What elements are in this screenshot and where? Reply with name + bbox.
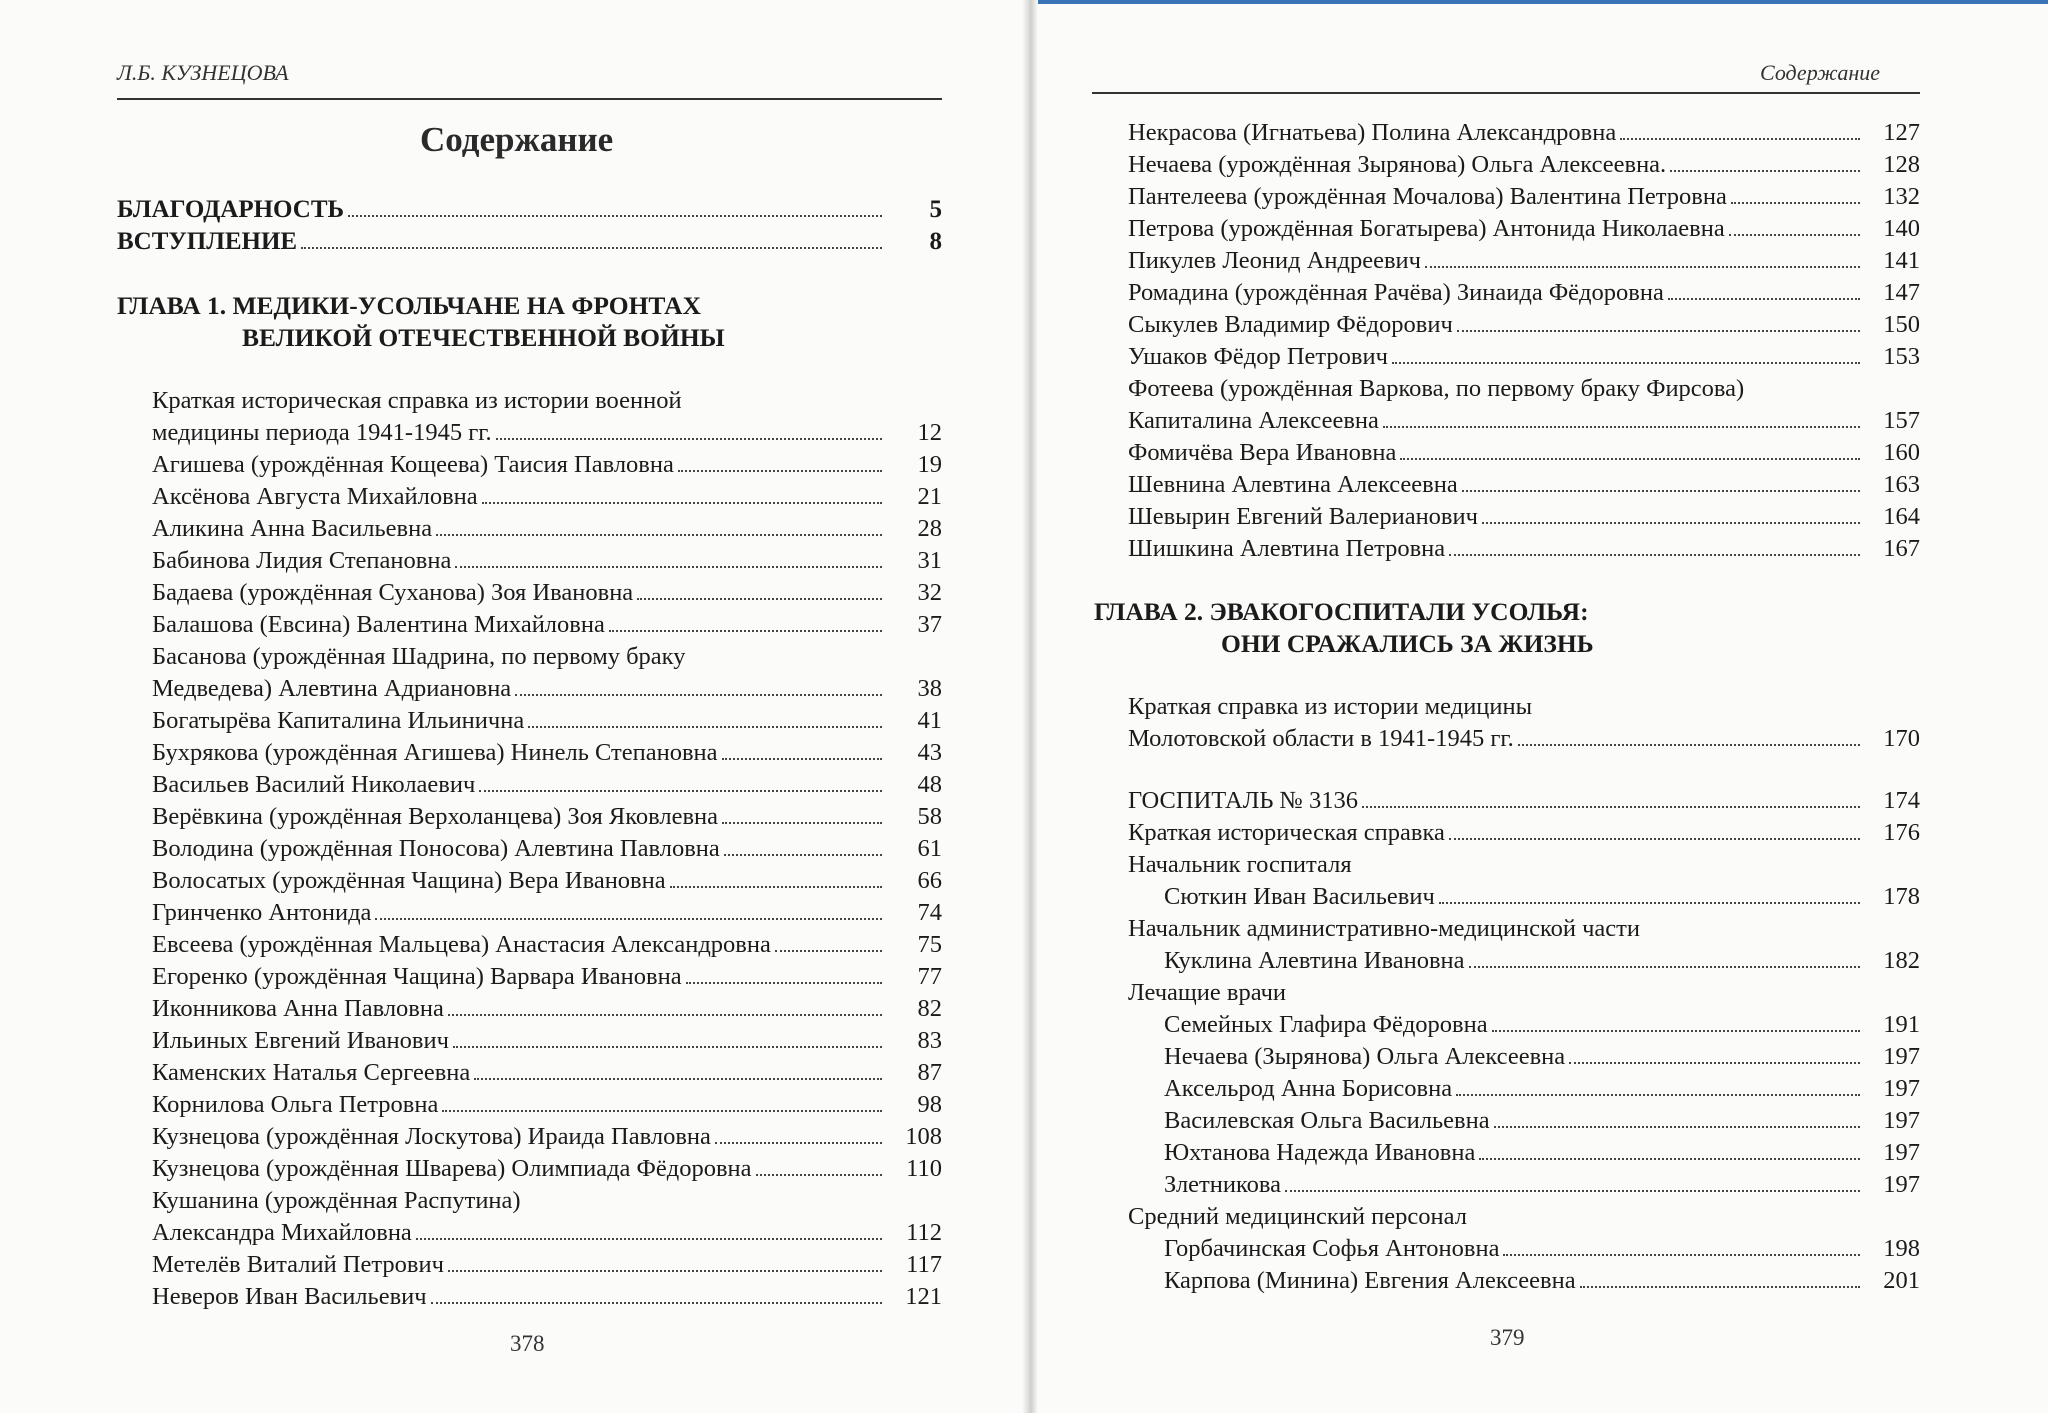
toc-entry[interactable]	[152, 1217, 942, 1249]
toc-entry[interactable]	[152, 545, 942, 577]
chapter-1-heading	[117, 290, 725, 354]
dot-leader	[1400, 437, 1860, 460]
toc-entry[interactable]	[1128, 785, 1920, 817]
chapter-2-line1: ГЛАВА 2. ЭВАКОГОСПИТАЛИ УСОЛЬЯ:	[1094, 597, 1589, 626]
dot-leader	[1668, 277, 1860, 300]
toc-entry-title: Верёвкина (урождённая Верхоланцева) Зоя Яковлевна	[152, 803, 719, 830]
toc-entry[interactable]	[1128, 373, 1920, 405]
dot-leader	[1439, 881, 1860, 904]
toc-entry-title: Бадаева (урождённая Суханова) Зоя Ивановна	[152, 579, 634, 606]
toc-entry[interactable]	[1128, 533, 1920, 565]
toc-entry[interactable]	[152, 705, 942, 737]
toc-entry[interactable]	[1128, 245, 1920, 277]
dot-leader	[1620, 117, 1860, 140]
toc-entry-page	[1864, 849, 1920, 881]
toc-entry-page: 157	[1883, 407, 1920, 434]
toc-entry-title: Ушаков Фёдор Петрович	[1128, 343, 1388, 370]
toc-entry-title: Пантелеева (урождённая Мочалова) Валентина Петровна	[1128, 183, 1727, 210]
toc-entry-page: 38	[917, 675, 942, 702]
toc-entry[interactable]	[1128, 1233, 1920, 1265]
toc-entry-title: Бухрякова (урождённая Агишева) Нинель Степановна	[152, 739, 718, 766]
toc-entry-title: Басанова (урождённая Шадрина, по первому браку	[152, 643, 686, 670]
dot-leader	[1580, 1265, 1860, 1288]
toc-entry[interactable]	[152, 577, 942, 609]
toc-entry-title: Неверов Иван Васильевич	[152, 1283, 427, 1310]
toc-entry[interactable]	[1128, 309, 1920, 341]
toc-entry[interactable]	[1128, 817, 1920, 849]
toc-entry-page: 98	[917, 1091, 942, 1118]
dot-leader	[1383, 405, 1860, 428]
toc-entry-page: 182	[1883, 947, 1920, 974]
toc-entry[interactable]	[152, 449, 942, 481]
toc-entry[interactable]	[152, 385, 942, 417]
toc-entry[interactable]	[152, 1281, 942, 1313]
dot-leader	[1731, 181, 1860, 204]
chapter-1-line2: ВЕЛИКОЙ ОТЕЧЕСТВЕННОЙ ВОЙНЫ	[242, 323, 725, 352]
toc-entry[interactable]	[152, 1089, 942, 1121]
dot-leader	[609, 609, 882, 632]
toc-entry-page: 191	[1883, 1011, 1920, 1038]
toc-entry-page: 132	[1883, 183, 1920, 210]
dot-leader	[1290, 977, 1860, 1000]
toc-entry-title: Начальник госпиталя	[1128, 851, 1352, 878]
toc-entry-page: 167	[1883, 535, 1920, 562]
toc-entry-page: 77	[917, 963, 942, 990]
toc-entry-title: Евсеева (урождённая Мальцева) Анастасия Александровна	[152, 931, 771, 958]
toc-entry-title: Корнилова Ольга Петровна	[152, 1091, 439, 1118]
toc-entry[interactable]	[1128, 691, 1920, 723]
toc-entry[interactable]	[1128, 1265, 1920, 1297]
toc-entry-title: Краткая историческая справка из истории военной	[152, 387, 682, 414]
toc-top-entries	[117, 194, 942, 258]
toc-entry[interactable]: БЛАГОДАРНОСТЬ 5	[117, 196, 942, 223]
dot-leader	[715, 1121, 882, 1144]
toc-entry-title: Каменских Наталья Сергеевна	[152, 1059, 471, 1086]
toc-entry-page: 12	[917, 419, 942, 446]
toc-entry-title: Аксельрод Анна Борисовна	[1164, 1075, 1453, 1102]
dot-leader	[775, 929, 882, 952]
toc-entry[interactable]	[1128, 1009, 1920, 1041]
toc-entry[interactable]	[1128, 1073, 1920, 1105]
toc-entry-title: Кузнецова (урождённая Шварева) Олимпиада Фёдоровна	[152, 1155, 752, 1182]
toc-entry-page	[1864, 373, 1920, 405]
toc-entry[interactable]	[152, 1025, 942, 1057]
toc-entry-title: медицины периода 1941-1945 гг.	[152, 419, 492, 446]
toc-entry[interactable]	[152, 513, 942, 545]
toc-entry-title: Злетникова	[1164, 1171, 1282, 1198]
dot-leader	[431, 1281, 882, 1304]
toc-entry-title: Агишева (урождённая Кощеева) Таисия Павловна	[152, 451, 674, 478]
toc-entry-title: Богатырёва Капиталина Ильинична	[152, 707, 525, 734]
dot-leader	[1494, 1105, 1860, 1128]
toc-entry-page: 48	[917, 771, 942, 798]
toc-entry-page: 197	[1883, 1075, 1920, 1102]
toc-entry[interactable]	[1128, 149, 1920, 181]
toc-entry-page: 61	[917, 835, 942, 862]
toc-entry-title: Егоренко (урождённая Чащина) Варвара Ивановна	[152, 963, 682, 990]
dot-leader	[474, 1057, 882, 1080]
toc-entry-page: 75	[917, 931, 942, 958]
toc-entry-title: Фотеева (урождённая Варкова, по первому браку Фирсова)	[1128, 375, 1745, 402]
toc-entry[interactable]	[1128, 181, 1920, 213]
running-header-author: Л.Б. КУЗНЕЦОВА	[117, 60, 289, 85]
toc-entry-title: Краткая справка из истории медицины	[1128, 693, 1533, 720]
toc-entry-title: Ромадина (урождённая Рачёва) Зинаида Фёдоровна	[1128, 279, 1664, 306]
toc-continued-list	[1128, 117, 1920, 565]
toc-entry[interactable]	[1128, 977, 1920, 1009]
dot-leader	[678, 449, 882, 472]
toc-entry-page	[1864, 1201, 1920, 1233]
toc-entry-title: Сюткин Иван Васильевич	[1164, 883, 1435, 910]
dot-leader	[375, 897, 882, 920]
toc-entry-page: 87	[917, 1059, 942, 1086]
dot-leader	[1456, 1073, 1860, 1096]
toc-entry-page: 197	[1883, 1043, 1920, 1070]
toc-entry-page: 74	[917, 899, 942, 926]
toc-entry-title: Некрасова (Игнатьева) Полина Александровна	[1128, 119, 1617, 146]
toc-entry-title: Шевырин Евгений Валерианович	[1128, 503, 1478, 530]
toc-entry-title: Сыкулев Владимир Фёдорович	[1128, 311, 1453, 338]
toc-entry-title: Васильев Василий Николаевич	[152, 771, 476, 798]
toc-entry-page: 141	[1883, 247, 1920, 274]
toc-entry-page: 176	[1883, 819, 1920, 846]
toc-hospital-list	[1128, 785, 1920, 1297]
dot-leader	[1492, 1009, 1860, 1032]
toc-entry[interactable]	[1128, 341, 1920, 373]
toc-entry-page: 41	[917, 707, 942, 734]
dot-leader	[686, 961, 882, 984]
toc-entry-page	[1864, 913, 1920, 945]
toc-chapter-2-intro	[1128, 691, 1920, 755]
dot-leader	[496, 417, 882, 440]
toc-entry[interactable]	[152, 609, 942, 641]
dot-leader	[722, 801, 882, 824]
toc-entry-title: Аксёнова Августа Михайловна	[152, 483, 478, 510]
dot-leader	[1670, 149, 1860, 172]
toc-entry-page: 31	[917, 547, 942, 574]
dot-leader	[670, 865, 882, 888]
top-edge-band	[1032, 0, 2048, 4]
dot-leader	[1356, 849, 1860, 872]
dot-leader	[448, 1249, 882, 1272]
toc-entry-page: 197	[1883, 1171, 1920, 1198]
toc-entry-page	[1864, 977, 1920, 1009]
toc-entry-page: 174	[1883, 787, 1920, 814]
toc-entry-title: Краткая историческая справка	[1128, 819, 1445, 846]
toc-entry[interactable]	[1128, 213, 1920, 245]
dot-leader	[1569, 1041, 1860, 1064]
toc-entry-title: Гринченко Антонида	[152, 899, 372, 926]
toc-entry-title: Балашова (Евсина) Валентина Михайловна	[152, 611, 605, 638]
toc-entry-page: 178	[1883, 883, 1920, 910]
toc-entry-page: 117	[906, 1251, 942, 1278]
toc-entry-title: Кузнецова (урождённая Лоскутова) Ираида Павловна	[152, 1123, 711, 1150]
toc-entry[interactable]	[1128, 1137, 1920, 1169]
dot-leader	[1425, 245, 1860, 268]
toc-entry[interactable]	[1128, 1105, 1920, 1137]
toc-entry[interactable]	[152, 641, 942, 673]
toc-entry-title: Семейных Глафира Фёдоровна	[1164, 1011, 1488, 1038]
dot-leader	[1449, 533, 1860, 556]
toc-entry-page	[1864, 691, 1920, 723]
toc-entry-page: 58	[917, 803, 942, 830]
dot-leader	[1457, 309, 1860, 332]
dot-leader	[442, 1089, 882, 1112]
toc-entry-title: Шишкина Алевтина Петровна	[1128, 535, 1446, 562]
toc-entry-page: 21	[917, 483, 942, 510]
toc-entry-page: 147	[1883, 279, 1920, 306]
toc-entry[interactable]	[152, 897, 942, 929]
dot-leader	[1748, 373, 1860, 396]
toc-entry-title: Бабинова Лидия Степановна	[152, 547, 452, 574]
toc-entry[interactable]	[152, 801, 942, 833]
toc-entry-page: 43	[917, 739, 942, 766]
toc-entry[interactable]	[1128, 945, 1920, 977]
dot-leader	[436, 513, 882, 536]
dot-leader	[453, 1025, 882, 1048]
toc-entry[interactable]	[152, 993, 942, 1025]
dot-leader	[756, 1153, 882, 1176]
toc-entry-title: Володина (урождённая Поносова) Алевтина Павловна	[152, 835, 720, 862]
toc-entry[interactable]	[1128, 437, 1920, 469]
header-rule-right	[1092, 92, 1920, 94]
toc-entry-title: Метелёв Виталий Петрович	[152, 1251, 444, 1278]
toc-entry[interactable]	[1128, 913, 1920, 945]
toc-entry-page: 201	[1883, 1267, 1920, 1294]
book-gutter	[1022, 0, 1038, 1413]
toc-entry[interactable]	[1128, 1041, 1920, 1073]
dot-leader	[515, 673, 882, 696]
toc-entry-page: 140	[1883, 215, 1920, 242]
toc-entry-title: Шевнина Алевтина Алексеевна	[1128, 471, 1458, 498]
page-number-left: 378	[510, 1331, 545, 1356]
toc-entry-page	[886, 1185, 942, 1217]
toc-entry-title: Аликина Анна Васильевна	[152, 515, 433, 542]
toc-entry-title: Медведева) Алевтина Адриановна	[152, 675, 512, 702]
dot-leader	[1518, 723, 1860, 746]
toc-entry-title: Куклина Алевтина Ивановна	[1164, 947, 1465, 974]
toc-entry-title: Фомичёва Вера Ивановна	[1128, 439, 1397, 466]
toc-entry-page	[886, 385, 942, 417]
toc-entry-page: 128	[1883, 151, 1920, 178]
toc-entry-page: 110	[906, 1155, 942, 1182]
toc-entry-page: 197	[1883, 1107, 1920, 1134]
toc-entry-title: Петрова (урождённая Богатырева) Антонида Николаевна	[1128, 215, 1725, 242]
dot-leader	[479, 769, 882, 792]
toc-entry-page: 170	[1883, 725, 1920, 752]
toc-entry-page: 37	[917, 611, 942, 638]
toc-entry[interactable]	[152, 865, 942, 897]
toc-entry-page: 153	[1883, 343, 1920, 370]
dot-leader	[1482, 501, 1860, 524]
dot-leader	[1536, 691, 1860, 714]
toc-entry-page: 32	[917, 579, 942, 606]
toc-entry-page: 127	[1883, 119, 1920, 146]
toc-entry-page: 82	[917, 995, 942, 1022]
toc-entry-title: Горбачинская Софья Антоновна	[1164, 1235, 1500, 1262]
dot-leader	[686, 385, 882, 408]
dot-leader	[1503, 1233, 1860, 1256]
toc-entry-page: 28	[917, 515, 942, 542]
toc-entry-title: Ильиных Евгений Иванович	[152, 1027, 449, 1054]
toc-entry[interactable]	[152, 737, 942, 769]
dot-leader	[448, 993, 882, 1016]
toc-entry-page: 83	[917, 1027, 942, 1054]
dot-leader	[1285, 1169, 1860, 1192]
toc-entry-title: Нечаева (Зырянова) Ольга Алексеевна	[1164, 1043, 1566, 1070]
dot-leader	[416, 1217, 882, 1240]
toc-entry-title: Молотовской области в 1941-1945 гг.	[1128, 725, 1514, 752]
toc-entry[interactable]	[1128, 1169, 1920, 1201]
dot-leader	[1479, 1137, 1860, 1160]
page-title: Содержание	[420, 120, 614, 159]
toc-entry-title: Иконникова Анна Павловна	[152, 995, 444, 1022]
toc-entry[interactable]: ВСТУПЛЕНИЕ 8	[117, 228, 942, 255]
toc-entry-title: Пикулев Леонид Андреевич	[1128, 247, 1421, 274]
toc-entry-page: 121	[905, 1283, 942, 1310]
toc-entry[interactable]	[152, 929, 942, 961]
dot-leader	[1471, 1201, 1860, 1224]
toc-entry[interactable]	[152, 1057, 942, 1089]
toc-entry-page: 163	[1883, 471, 1920, 498]
toc-entry-title: Карпова (Минина) Евгения Алексеевна	[1164, 1267, 1576, 1294]
dot-leader	[1729, 213, 1860, 236]
toc-entry[interactable]	[1128, 469, 1920, 501]
dot-leader	[690, 641, 883, 664]
dot-leader	[1392, 341, 1860, 364]
toc-entry[interactable]	[1128, 117, 1920, 149]
toc-entry-title: Волосатых (урождённая Чащина) Вера Ивановна	[152, 867, 666, 894]
running-header-section: Содержание	[1760, 60, 1881, 85]
toc-entry-title: Юхтанова Надежда Ивановна	[1164, 1139, 1476, 1166]
chapter-1-line1: ГЛАВА 1. МЕДИКИ-УСОЛЬЧАНЕ НА ФРОНТАХ	[117, 291, 701, 320]
toc-entry-page: 197	[1883, 1139, 1920, 1166]
toc-entry-title: Кушанина (урождённая Распутина)	[152, 1187, 521, 1214]
header-rule-left	[117, 98, 942, 100]
chapter-2-line2: ОНИ СРАЖАЛИСЬ ЗА ЖИЗНЬ	[1221, 629, 1594, 658]
toc-entry-page: 66	[917, 867, 942, 894]
toc-entry[interactable]	[1128, 405, 1920, 437]
toc-entry-title: Василевская Ольга Васильевна	[1164, 1107, 1490, 1134]
toc-entry-title: ГОСПИТАЛЬ № 3136	[1128, 787, 1359, 814]
dot-leader	[637, 577, 882, 600]
toc-entry-title: Капиталина Алексеевна	[1128, 407, 1379, 434]
toc-entry[interactable]	[152, 1249, 942, 1281]
toc-entry[interactable]	[1128, 849, 1920, 881]
dot-leader	[724, 833, 882, 856]
dot-leader	[1469, 945, 1860, 968]
toc-entry[interactable]	[152, 673, 942, 705]
toc-entry[interactable]	[152, 1185, 942, 1217]
toc-entry-page	[886, 641, 942, 673]
page-number-right: 379	[1490, 1325, 1525, 1350]
toc-entry-title: Начальник административно-медицинской части	[1128, 915, 1640, 942]
toc-entry[interactable]	[152, 481, 942, 513]
toc-entry-title: Нечаева (урождённая Зырянова) Ольга Алексеевна.	[1128, 151, 1667, 178]
dot-leader	[482, 481, 882, 504]
toc-entry[interactable]	[152, 1121, 942, 1153]
toc-entry[interactable]	[152, 833, 942, 865]
dot-leader	[1462, 469, 1860, 492]
dot-leader	[525, 1185, 882, 1208]
toc-entry-page: 164	[1883, 503, 1920, 530]
dot-leader	[1449, 817, 1860, 840]
dot-leader	[1362, 785, 1860, 808]
toc-entry[interactable]	[152, 1153, 942, 1185]
toc-entry[interactable]	[1128, 1201, 1920, 1233]
toc-entry[interactable]	[1128, 501, 1920, 533]
toc-entry[interactable]	[1128, 277, 1920, 309]
toc-entry[interactable]	[152, 417, 942, 449]
toc-entry-page: 108	[905, 1123, 942, 1150]
dot-leader	[1644, 913, 1860, 936]
chapter-2-heading	[1094, 596, 1594, 660]
toc-entry-title: Александра Михайловна	[152, 1219, 412, 1246]
toc-entry-title: Лечащие врачи	[1128, 979, 1287, 1006]
toc-entry-page: 150	[1883, 311, 1920, 338]
dot-leader	[722, 737, 883, 760]
toc-entry-title: Средний медицинский персонал	[1128, 1203, 1467, 1230]
toc-entry-page: 112	[906, 1219, 942, 1246]
toc-entry-page: 160	[1883, 439, 1920, 466]
toc-entry[interactable]	[1128, 881, 1920, 913]
toc-entry[interactable]	[152, 961, 942, 993]
toc-entry-page: 19	[917, 451, 942, 478]
toc-entry[interactable]	[1128, 723, 1920, 755]
toc-entry-page: 198	[1883, 1235, 1920, 1262]
toc-chapter-1-list	[152, 385, 942, 1313]
dot-leader	[455, 545, 882, 568]
toc-entry[interactable]	[152, 769, 942, 801]
dot-leader	[528, 705, 882, 728]
